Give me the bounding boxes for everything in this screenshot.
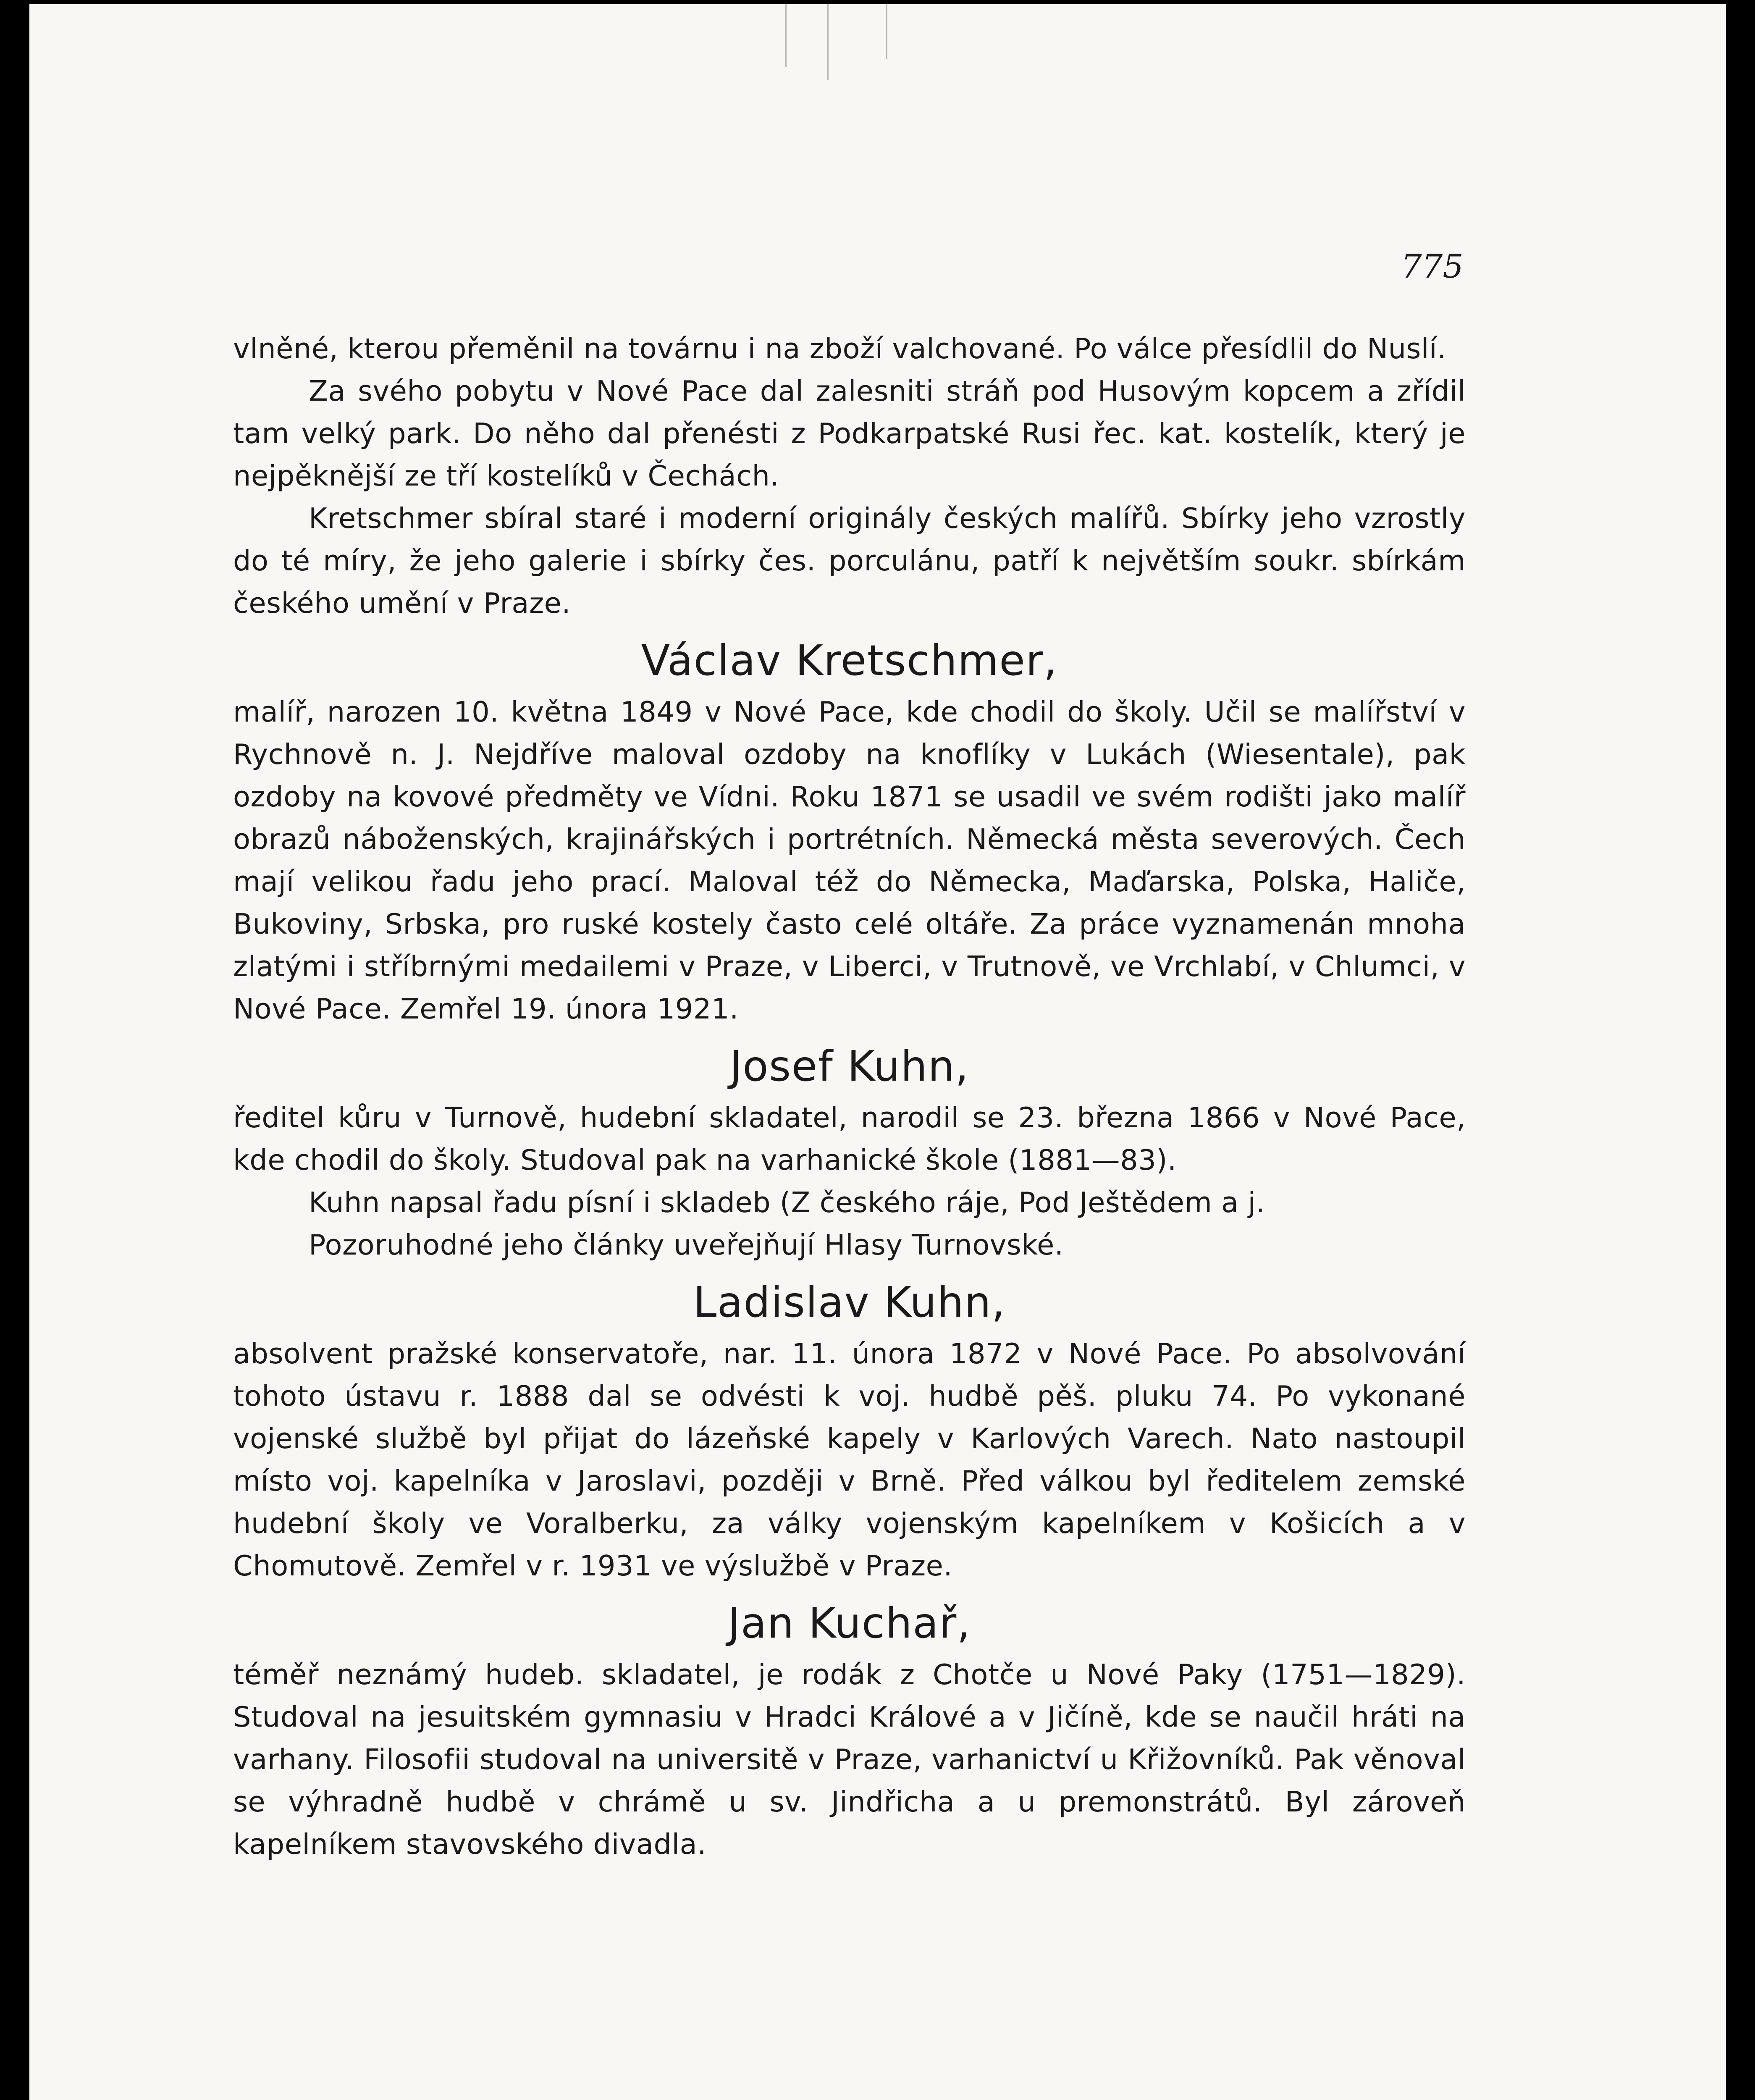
page-number: 775 [1401,248,1464,286]
page-body [233,328,1466,1866]
paragraph: ředitel kůru v Turnově, hudební skladatel, narodil se 23. března 1866 v Nové Pace, kde chodil do školy. Studoval pak na varhanické škole (1881—83). [233,1101,1466,1176]
scan-artifact-line [827,4,829,80]
entry-heading: Josef Kuhn, [729,1042,969,1091]
entry-heading: Jan Kuchař, [728,1599,971,1648]
entry-heading: Ladislav Kuhn, [693,1278,1006,1327]
paragraph: Kuhn napsal řadu písní i skladeb (Z českého ráje, Pod Ještědem a j. [309,1186,1265,1219]
paragraph: malíř, narozen 10. května 1849 v Nové Pace, kde chodil do školy. Učil se malířství v Rychnově n. J. Nejdříve maloval ozdoby na knoflíky v Lukách (Wiesentale), pak ozdoby na kovové předměty ve Vídni. Roku 1871 se usadil ve svém rodišti jako malíř obrazů náboženských, krajinářských i portrétních. Německá města severových. Čech mají velikou řadu jeho prací. Maloval též do Německa, Maďarska, Polska, Haliče, Bukoviny, Srbska, pro ruské kostely často celé oltáře. Za práce vyznamenán mnoha zlatými i stříbrnými medailemi v Praze, v Liberci, v Trutnově, ve Vrchlabí, v Chlumci, v Nové Pace. Zemřel 19. února 1921. [233,696,1466,1025]
scan-artifact-line [886,4,887,59]
paragraph: téměř neznámý hudeb. skladatel, je rodák z Chotče u Nové Paky (1751—1829). Studoval na jesuitském gymnasiu v Hradci Králové a v Jičíně, kde se naučil hráti na varhany. Filosofii studoval na universitě v Praze, varhanictví u Křižovníků. Pak věnoval se výhradně hudbě v chrámě u sv. Jindřicha a u premonstrátů. Byl zároveň kapelníkem stavovského divadla. [233,1658,1466,1861]
paragraph: Kretschmer sbíral staré i moderní originály českých malířů. Sbírky jeho vzrostly do té míry, že jeho galerie i sbírky čes. porculánu, patří k největším soukr. sbírkám českého umění v Praze. [233,502,1466,620]
paragraph: Pozoruhodné jeho články uveřejňují Hlasy Turnovské. [309,1228,1064,1261]
scan-artifact-line [785,4,787,67]
paragraph: absolvent pražské konservatoře, nar. 11. února 1872 v Nové Pace. Po absolvování tohoto ústavu r. 1888 dal se odvésti k voj. hudbě pěš. pluku 74. Po vykonané vojenské službě byl přijat do lázeňské kapely v Karlových Varech. Nato nastoupil místo voj. kapelníka v Jaroslavi, později v Brně. Před válkou byl ředitelem zemské hudební školy ve Voralberku, za války vojenským kapelníkem v Košicích a v Chomutově. Zemřel v r. 1931 ve výslužbě v Praze. [233,1337,1466,1582]
paragraph: vlněné, kterou přeměnil na továrnu i na zboží valchované. Po válce přesídlil do Nuslí. [233,332,1446,365]
entry-heading: Václav Kretschmer, [641,636,1058,685]
scanned-page [29,4,1726,2100]
paragraph: Za svého pobytu v Nové Pace dal zalesniti stráň pod Husovým kopcem a zřídil tam velký park. Do něho dal přenésti z Podkarpatské Rusi řec. kat. kostelík, který je nejpěknější ze tří kostelíků v Čechách. [233,375,1466,492]
